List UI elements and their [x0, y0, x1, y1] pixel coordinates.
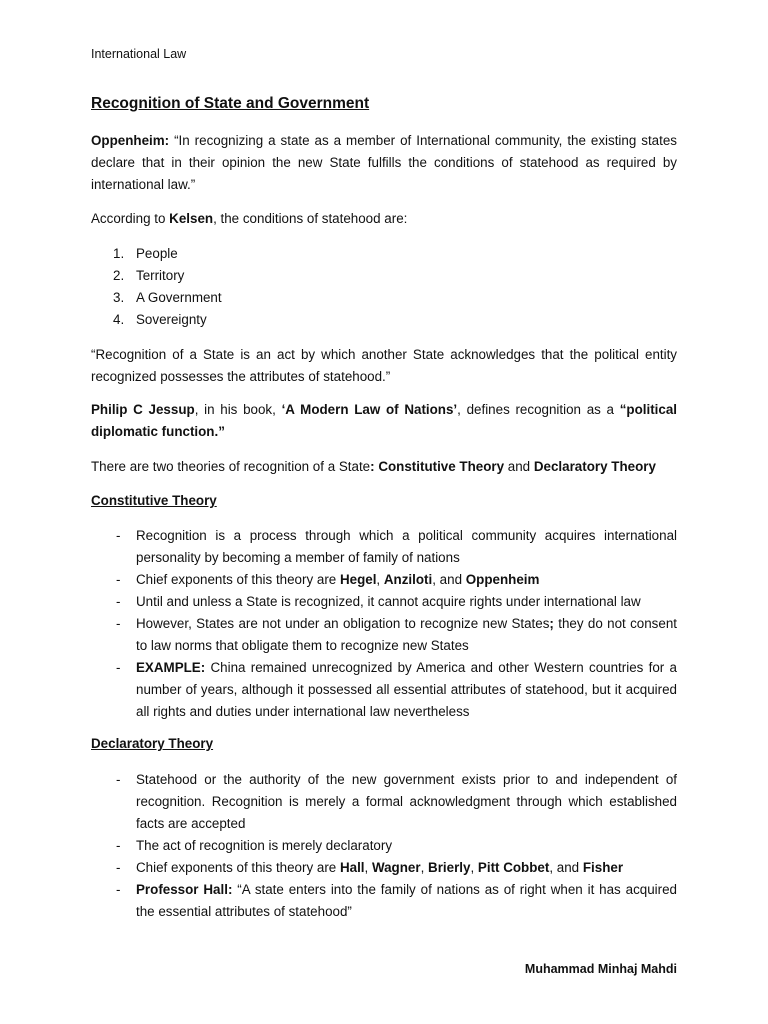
kelsen-post: , the conditions of statehood are:: [213, 211, 408, 226]
list-text: Recognition is a process through which a political community acquires international personality by becoming a member of family of nations: [136, 528, 677, 565]
kelsen-name: Kelsen: [169, 211, 214, 226]
list-text: However, States are not under an obligation to recognize new States: [136, 616, 550, 631]
oppenheim-name: Oppenheim:: [91, 133, 170, 148]
list-item: [91, 879, 677, 923]
definition-paragraph: “Recognition of a State is an act by which another State acknowledges that the political entity recognized possesses the attributes of statehood.”: [91, 347, 677, 384]
list-item: [91, 309, 222, 331]
exponent-name: Fisher: [582, 860, 624, 875]
bullet-dash: -: [116, 528, 121, 543]
bullet-dash: -: [116, 882, 121, 897]
separator: ,: [376, 572, 384, 587]
theory-name-declaratory: Declaratory Theory: [533, 459, 656, 474]
document-header: International Law: [91, 47, 187, 61]
exponent-name: Wagner: [371, 860, 421, 875]
separator: , and: [549, 860, 583, 875]
exponent-name: Pitt Cobbet: [477, 860, 550, 875]
kelsen-pre: According to: [91, 211, 170, 226]
semicolon: ;: [549, 616, 554, 631]
constitutive-heading: Constitutive Theory: [91, 493, 217, 508]
author-footer: Muhammad Minhaj Mahdi: [524, 962, 677, 976]
separator: ,: [470, 860, 478, 875]
list-text: they do not consent to law norms that obligate them to recognize new States: [136, 616, 677, 653]
list-text: Until and unless a State is recognized, it cannot acquire rights under international law: [136, 594, 641, 609]
list-number: 3.: [113, 290, 125, 305]
declaratory-heading: Declaratory Theory: [91, 736, 214, 751]
list-item: [91, 265, 222, 287]
page-title: Recognition of State and Government: [91, 95, 370, 112]
bullet-dash: -: [116, 860, 121, 875]
theories-colon: :: [370, 459, 379, 474]
list-text: The act of recognition is merely declaratory: [136, 838, 393, 853]
oppenheim-paragraph: [91, 130, 677, 196]
list-text: A Government: [136, 290, 222, 305]
list-item: [91, 591, 677, 613]
list-item: [91, 243, 222, 265]
separator: ,: [364, 860, 372, 875]
exponent-name: Hall: [339, 860, 365, 875]
exponent-name: Hegel: [339, 572, 377, 587]
jessup-quote: “political diplomatic function.”: [91, 402, 677, 439]
constitutive-list: [91, 525, 677, 723]
bullet-dash: -: [116, 616, 121, 631]
list-text: Territory: [136, 268, 185, 283]
jessup-book: ‘A Modern Law of Nations’: [281, 402, 458, 417]
theories-paragraph: [91, 456, 677, 478]
list-text: Chief exponents of this theory are: [136, 860, 340, 875]
list-text: Chief exponents of this theory are: [136, 572, 340, 587]
list-number: 4.: [113, 312, 125, 327]
list-item: [91, 569, 677, 591]
list-text: China remained unrecognized by America and other Western countries for a number of years, although it possessed all essential attributes of statehood, but it acquired all rights and duties under international law nevertheless: [136, 660, 677, 719]
jessup-name: Philip C Jessup: [91, 402, 195, 417]
exponent-name: Brierly: [428, 860, 471, 875]
theory-name-constitutive: Constitutive Theory: [378, 459, 505, 474]
jessup-text: , in his book,: [194, 402, 282, 417]
list-item: [91, 835, 677, 857]
separator: , and: [432, 572, 466, 587]
list-item: [91, 525, 677, 569]
jessup-paragraph: [91, 399, 677, 443]
jessup-text: , defines recognition as a: [457, 402, 620, 417]
theories-text: and: [504, 459, 534, 474]
professor-hall-label: Professor Hall:: [136, 882, 233, 897]
list-number: 1.: [113, 246, 125, 261]
list-number: 2.: [113, 268, 125, 283]
bullet-dash: -: [116, 594, 121, 609]
list-item: [91, 857, 677, 879]
conditions-list: [91, 243, 222, 331]
list-item: [91, 769, 677, 835]
kelsen-paragraph: [91, 208, 677, 230]
bullet-dash: -: [116, 572, 121, 587]
list-text: “A state enters into the family of nations as of right when it has acquired the essential attributes of statehood”: [136, 882, 677, 919]
separator: ,: [420, 860, 429, 875]
exponent-name: Anziloti: [383, 572, 433, 587]
bullet-dash: -: [116, 838, 121, 853]
list-item: [91, 657, 677, 723]
list-text: People: [136, 246, 178, 261]
bullet-dash: -: [116, 660, 121, 675]
bullet-dash: -: [116, 772, 121, 787]
exponent-name: Oppenheim: [465, 572, 540, 587]
oppenheim-quote: “In recognizing a state as a member of International community, the existing states declare that in their opinion the new State fulfills the conditions of statehood as required by international law.”: [91, 133, 677, 192]
declaratory-list: [91, 769, 677, 923]
theories-text: There are two theories of recognition of a State: [91, 459, 371, 474]
example-label: EXAMPLE:: [136, 660, 206, 675]
list-text: Statehood or the authority of the new government exists prior to and independent of recognition. Recognition is merely a formal acknowledgment through which established facts are accepted: [136, 772, 677, 831]
list-item: [91, 287, 222, 309]
list-text: Sovereignty: [136, 312, 207, 327]
list-item: [91, 613, 677, 657]
